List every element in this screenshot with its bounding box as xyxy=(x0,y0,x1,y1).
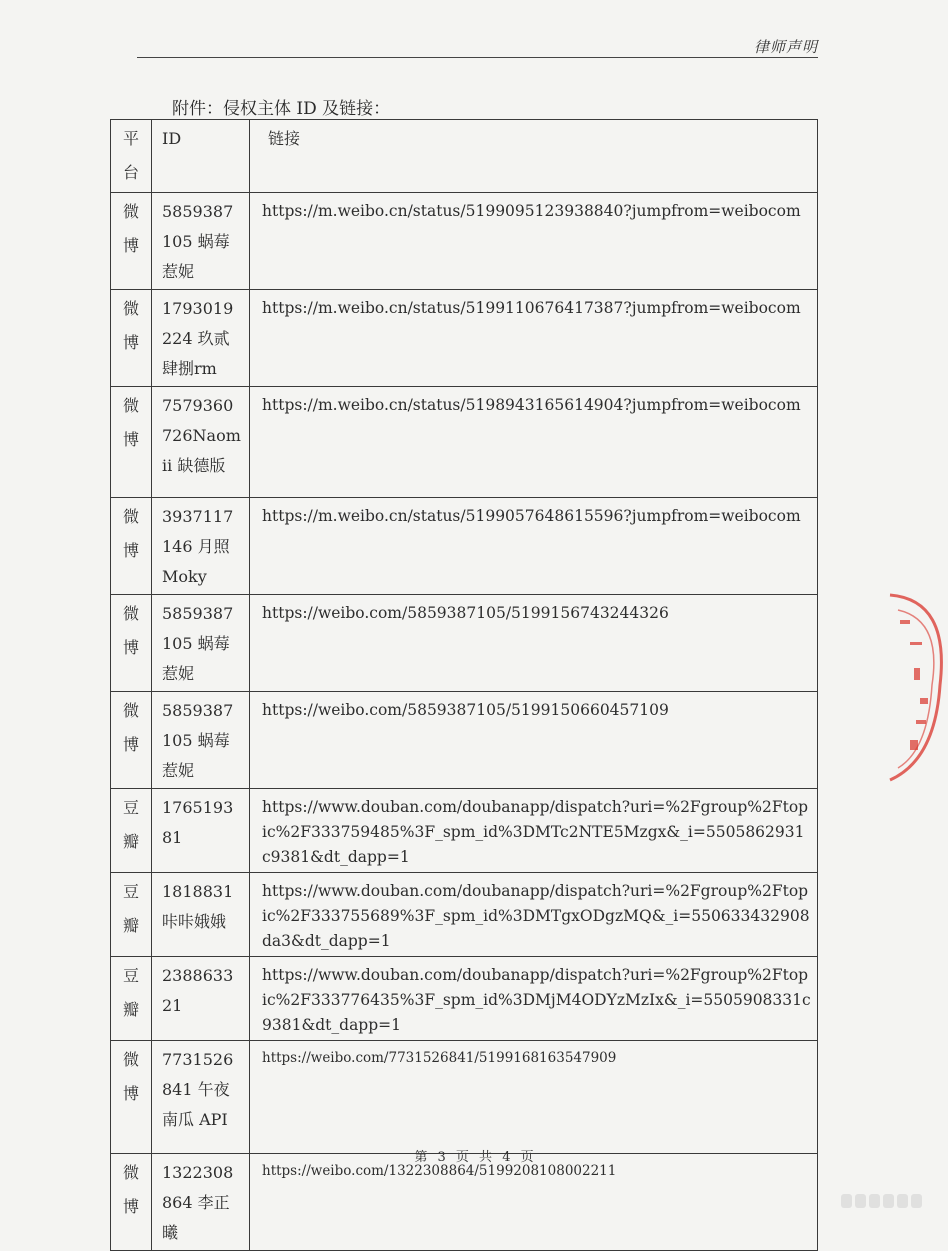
toolbar-dot-icon xyxy=(897,1194,908,1208)
link-cell: https://www.douban.com/doubanapp/dispatch?uri=%2Fgroup%2Ftopic%2F333776435%3F_spm_id%3DMjM4ODYzMzIx&_i=5505908331c9381&dt_dapp=1 xyxy=(250,957,818,1041)
table-header-row xyxy=(111,120,818,193)
toolbar-dot-icon xyxy=(883,1194,894,1208)
link-cell: https://weibo.com/5859387105/5199150660457109 xyxy=(250,692,818,789)
toolbar-dot-icon xyxy=(855,1194,866,1208)
link-cell: https://weibo.com/7731526841/5199168163547909 xyxy=(250,1041,818,1154)
platform-cell: 微博 xyxy=(111,193,152,290)
table-row xyxy=(111,193,818,290)
link-cell: https://www.douban.com/doubanapp/dispatch?uri=%2Fgroup%2Ftopic%2F333759485%3F_spm_id%3DMTc2NTE5Mzgx&_i=5505862931c9381&dt_dapp=1 xyxy=(250,789,818,873)
platform-cell: 豆瓣 xyxy=(111,789,152,873)
toolbar-dot-icon xyxy=(841,1194,852,1208)
table-row xyxy=(111,387,818,498)
id-cell: 7579360726Naomii 缺德版 xyxy=(152,387,250,498)
table-row xyxy=(111,290,818,387)
toolbar-dot-icon xyxy=(911,1194,922,1208)
platform-cell: 微博 xyxy=(111,1041,152,1154)
header-rule xyxy=(137,57,818,58)
id-cell: 5859387105 蜗莓惹妮 xyxy=(152,595,250,692)
id-cell: 5859387105 蜗莓惹妮 xyxy=(152,193,250,290)
platform-cell: 豆瓣 xyxy=(111,957,152,1041)
table-row xyxy=(111,1154,818,1251)
attachment-caption: 附件：侵权主体 ID 及链接： xyxy=(172,99,391,119)
table-row xyxy=(111,498,818,595)
id-cell: 1818831 咔咔娥娥 xyxy=(152,873,250,957)
infringement-table xyxy=(110,119,818,1251)
link-cell: https://m.weibo.cn/status/5198943165614904?jumpfrom=weibocom xyxy=(250,387,818,498)
red-seal-stamp-icon xyxy=(880,580,948,790)
link-cell: https://m.weibo.cn/status/5199110676417387?jumpfrom=weibocom xyxy=(250,290,818,387)
platform-cell: 微博 xyxy=(111,595,152,692)
platform-cell: 微博 xyxy=(111,692,152,789)
table-row xyxy=(111,595,818,692)
toolbar-dot-icon xyxy=(869,1194,880,1208)
platform-cell: 微博 xyxy=(111,290,152,387)
table-row xyxy=(111,873,818,957)
header-link: 链接 xyxy=(250,120,818,193)
link-cell: https://www.douban.com/doubanapp/dispatch?uri=%2Fgroup%2Ftopic%2F333755689%3F_spm_id%3DMTgxODgzMQ&_i=550633432908da3&dt_dapp=1 xyxy=(250,873,818,957)
platform-cell: 微博 xyxy=(111,498,152,595)
link-cell: https://m.weibo.cn/status/5199095123938840?jumpfrom=weibocom xyxy=(250,193,818,290)
platform-cell: 微博 xyxy=(111,387,152,498)
link-cell: https://weibo.com/5859387105/5199156743244326 xyxy=(250,595,818,692)
link-cell: https://m.weibo.cn/status/5199057648615596?jumpfrom=weibocom xyxy=(250,498,818,595)
table-row xyxy=(111,957,818,1041)
table-row xyxy=(111,789,818,873)
page-number: 第 3 页 共 4 页 xyxy=(414,1150,534,1165)
id-cell: 1793019224 玖贰肆捌rm xyxy=(152,290,250,387)
header-id: ID xyxy=(152,120,250,193)
table-row xyxy=(111,1041,818,1154)
id-cell: 7731526841 午夜南瓜 API xyxy=(152,1041,250,1154)
id-cell: 176519381 xyxy=(152,789,250,873)
id-cell: 1322308864 李正曦 xyxy=(152,1154,250,1251)
platform-cell: 微博 xyxy=(111,1154,152,1251)
platform-cell: 豆瓣 xyxy=(111,873,152,957)
viewer-toolbar xyxy=(841,1194,922,1208)
document-header-title: 律师声明 xyxy=(753,38,818,56)
id-cell: 238863321 xyxy=(152,957,250,1041)
id-cell: 3937117146 月照 Moky xyxy=(152,498,250,595)
table-row xyxy=(111,692,818,789)
link-cell: https://weibo.com/1322308864/5199208108002211 xyxy=(250,1154,818,1251)
id-cell: 5859387105 蜗莓惹妮 xyxy=(152,692,250,789)
header-platform: 平台 xyxy=(111,120,152,193)
